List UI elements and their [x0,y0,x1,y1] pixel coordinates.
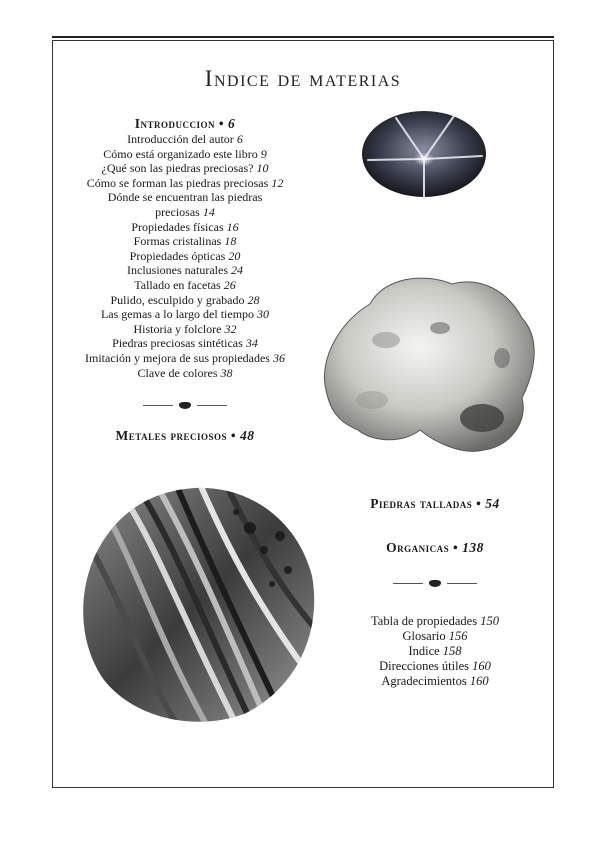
organicas-heading-text: Organicas [386,540,450,555]
toc-entry [60,366,310,381]
back-matter-entry [330,674,540,689]
toc-entry-text: Las gemas a lo largo del tiempo [100,307,255,322]
toc-entry-text: Tallado en facetas [134,277,221,292]
banded-agate-image [76,484,320,724]
intro-heading [60,116,310,132]
toc-entry [60,147,310,162]
toc-entry [60,322,310,337]
toc-entry-page: 28 [247,292,260,307]
toc-entry-page: 26 [223,277,236,292]
toc-entry-page: 16 [226,219,239,234]
toc-entry-text: Cómo se forman las piedras preciosas [86,175,269,190]
piedras-heading-page: 54 [485,496,500,511]
toc-entry-text: Cómo está organizado este libro [103,146,258,161]
toc-entry-text: Pulido, esculpido y grabado [110,292,245,307]
toc-entry-text: Piedras preciosas sintéticas [112,336,243,351]
intro-toc [60,116,310,380]
back-matter-list [330,614,540,689]
toc-entry [60,307,310,322]
back-matter-entry [330,629,540,644]
bullet: • [453,540,459,555]
back-matter-entry [330,614,540,629]
back-matter [330,614,540,689]
toc-entry [60,249,310,264]
back-matter-entry-text: Glosario [402,629,446,643]
back-matter-entry-page: 156 [448,629,468,643]
toc-entry-text: Inclusiones naturales [127,263,228,278]
toc-entry-text: ¿Qué son las piedras preciosas? [101,161,254,176]
toc-entry-page: 20 [228,248,241,263]
back-matter-entry-text: Agradecimientos [381,674,467,688]
star-sapphire-image [358,104,490,200]
toc-entry-text: Clave de colores [137,365,218,380]
toc-entry-page: 6 [236,132,243,146]
toc-entry-text: Propiedades ópticas [129,248,226,263]
ornament-divider [135,402,235,409]
back-matter-entry-text: Indice [408,644,440,658]
back-matter-entry-page: 158 [442,644,462,658]
toc-entry-page: 24 [230,263,243,278]
toc-entry-page: 34 [245,336,258,351]
intro-heading-text: Introduccion [134,116,216,131]
bullet: • [230,428,237,443]
bullet: • [476,496,482,511]
organicas-heading [330,540,540,556]
intro-heading-page: 6 [228,116,236,131]
toc-entry-text: Propiedades físicas [131,219,224,234]
toc-entry [60,205,310,220]
back-matter-entry-page: 160 [469,674,489,688]
bullet: • [218,116,225,131]
toc-entry-page: 18 [224,234,237,249]
toc-entry [60,190,310,205]
metales-heading [60,428,310,444]
toc-entry-text: preciosas [155,204,200,219]
toc-entry [60,176,310,191]
metales-heading-page: 48 [239,428,255,443]
toc-entry [60,161,310,176]
toc-entry-page: 9 [260,146,267,161]
organicas-heading-page: 138 [462,540,484,555]
metales-heading-text: Metales preciosos [115,428,227,443]
page-title: Indice de materias [204,66,402,91]
toc-entry-page: 14 [202,204,215,219]
toc-entry-text: Imitación y mejora de sus propiedades [85,350,270,365]
toc-entry-page: 30 [257,307,270,322]
piedras-heading-text: Piedras talladas [370,496,473,511]
back-matter-entry [330,644,540,659]
ornament-divider [385,580,485,587]
toc-entry [60,263,310,278]
toc-entry-page: 32 [224,321,237,336]
toc-entry [60,278,310,293]
toc-entry-text: Introducción del autor [127,132,234,146]
back-matter-entry-page: 160 [472,659,491,673]
toc-entry-text: Dónde se encuentran las piedras [107,190,263,205]
toc-entry-page: 38 [220,365,233,380]
toc-entry [60,220,310,235]
toc-entry-page: 36 [272,350,285,365]
toc-entry [60,293,310,308]
toc-entry [60,336,310,351]
toc-entry-page: 10 [256,161,269,176]
toc-entry [60,132,310,147]
intro-entry-list [60,132,310,380]
back-matter-entry-text: Direcciones útiles [379,659,470,673]
back-matter-entry-page: 150 [480,614,499,628]
gold-nugget-image [312,270,542,455]
toc-entry [60,234,310,249]
toc-entry [60,351,310,366]
toc-entry-text: Historia y folclore [133,321,222,336]
toc-entry-page: 12 [271,175,284,190]
toc-entry-text: Formas cristalinas [133,234,222,249]
piedras-heading [330,496,540,512]
back-matter-entry-text: Tabla de propiedades [371,614,478,628]
top-rule [52,36,554,38]
back-matter-entry [330,659,540,674]
